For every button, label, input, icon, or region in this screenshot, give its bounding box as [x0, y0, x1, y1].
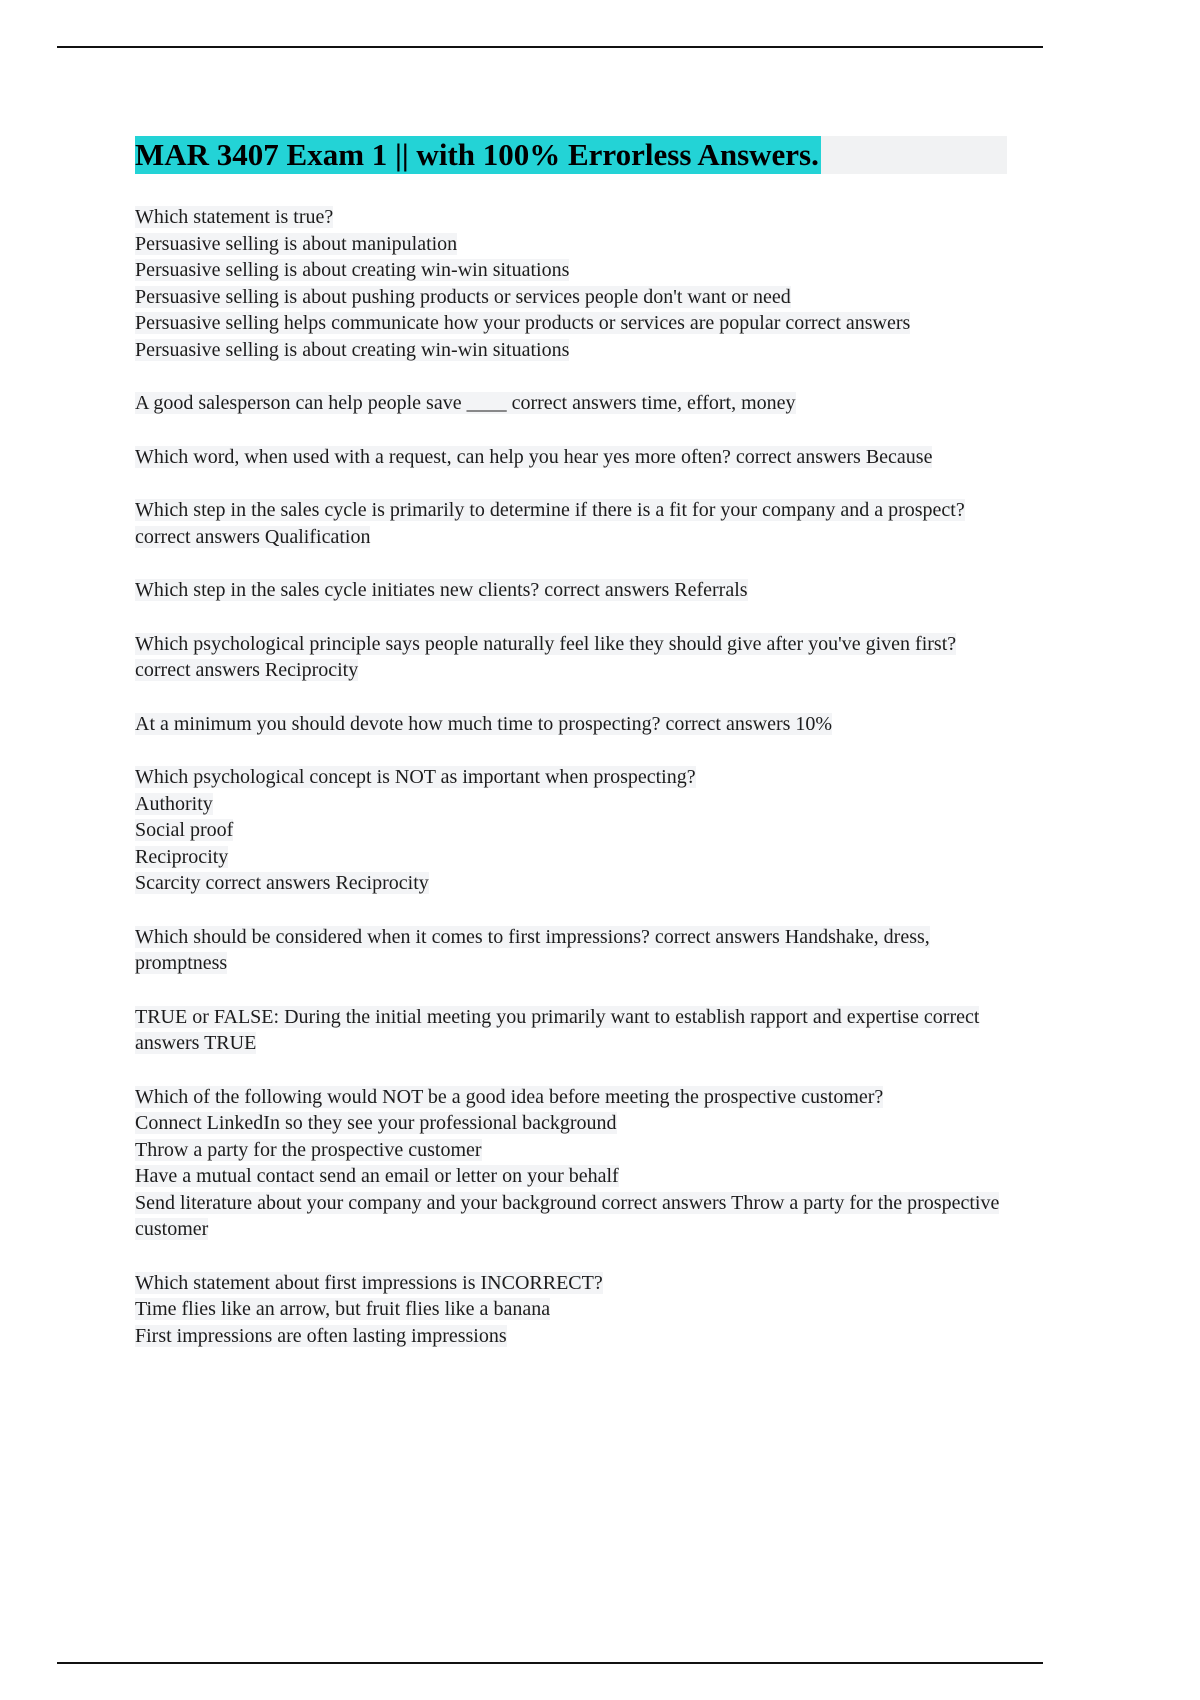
- text-line-highlight: Reciprocity: [135, 845, 229, 868]
- text-line: [135, 924, 1007, 977]
- text-line: [135, 1270, 1007, 1297]
- text-line-highlight: Which should be considered when it comes to first impressions? correct answers Handshake, dress, promptness: [135, 925, 930, 974]
- text-line-highlight: Which of the following would NOT be a good idea before meeting the prospective customer?: [135, 1085, 884, 1108]
- qa-block: [135, 1004, 1007, 1057]
- text-line: [135, 257, 1007, 284]
- page-title-highlight: MAR 3407 Exam 1 || with 100% Errorless Answers.: [135, 137, 819, 172]
- text-line-highlight: Time flies like an arrow, but fruit flies like a banana: [135, 1298, 551, 1320]
- qa-block: [135, 204, 1007, 363]
- text-line-highlight: Persuasive selling helps communicate how your products or services are popular correct answers: [135, 312, 911, 334]
- text-line-highlight: Which step in the sales cycle is primarily to determine if there is a fit for your company and a prospect? correct answers Qualification: [135, 499, 965, 548]
- text-line: [135, 844, 1007, 871]
- text-line-highlight: First impressions are often lasting impressions: [135, 1324, 507, 1347]
- qa-block: [135, 577, 1007, 604]
- text-line-highlight: Have a mutual contact send an email or letter on your behalf: [135, 1165, 619, 1187]
- qa-block: [135, 1270, 1007, 1350]
- text-line-highlight: A good salesperson can help people save ____ correct answers time, effort, money: [135, 392, 796, 414]
- qa-list: [135, 204, 1007, 1349]
- page-title: [135, 136, 1007, 174]
- text-line: [135, 870, 1007, 897]
- text-line: [135, 284, 1007, 311]
- qa-block: [135, 924, 1007, 977]
- text-line: [135, 1190, 1007, 1243]
- document-content: [135, 136, 1007, 1376]
- text-line-highlight: Send literature about your company and your background correct answers Throw a party for the prospective customer: [135, 1191, 1000, 1240]
- text-line: [135, 711, 1007, 738]
- text-line-highlight: Which word, when used with a request, can help you hear yes more often? correct answers Because: [135, 445, 933, 468]
- qa-block: [135, 631, 1007, 684]
- text-line: [135, 1004, 1007, 1057]
- text-line-highlight: Throw a party for the prospective customer: [135, 1138, 482, 1161]
- text-line-highlight: Connect LinkedIn so they see your professional background: [135, 1112, 617, 1134]
- text-line: [135, 337, 1007, 364]
- text-line-highlight: Persuasive selling is about pushing products or services people don't want or need: [135, 285, 791, 308]
- text-line: [135, 204, 1007, 231]
- text-line: [135, 577, 1007, 604]
- text-line: [135, 497, 1007, 550]
- text-line: [135, 1163, 1007, 1190]
- text-line-highlight: Persuasive selling is about creating win-win situations: [135, 259, 570, 281]
- text-line-highlight: Persuasive selling is about manipulation: [135, 232, 458, 255]
- top-rule: [57, 46, 1043, 48]
- text-line-highlight: At a minimum you should devote how much time to prospecting? correct answers 10%: [135, 712, 833, 735]
- qa-block: [135, 444, 1007, 471]
- text-line-highlight: Authority: [135, 792, 213, 815]
- text-line: [135, 1323, 1007, 1350]
- text-line: [135, 1084, 1007, 1111]
- text-line-highlight: TRUE or FALSE: During the initial meeting you primarily want to establish rapport and expertise correct answers TRUE: [135, 1005, 980, 1054]
- text-line-highlight: Which statement about first impressions is INCORRECT?: [135, 1271, 603, 1294]
- text-line-highlight: Which psychological principle says people naturally feel like they should give after you've given first? correct answers Reciprocity: [135, 632, 957, 681]
- qa-block: [135, 1084, 1007, 1243]
- text-line: [135, 390, 1007, 417]
- text-line: [135, 817, 1007, 844]
- text-line-highlight: Persuasive selling is about creating win-win situations: [135, 338, 570, 361]
- qa-block: [135, 711, 1007, 738]
- text-line: [135, 231, 1007, 258]
- text-line-highlight: Which psychological concept is NOT as important when prospecting?: [135, 766, 696, 788]
- text-line-highlight: Scarcity correct answers Reciprocity: [135, 872, 429, 894]
- text-line-highlight: Social proof: [135, 819, 234, 841]
- text-line-highlight: Which step in the sales cycle initiates new clients? correct answers Referrals: [135, 579, 748, 601]
- qa-block: [135, 497, 1007, 550]
- text-line-highlight: Which statement is true?: [135, 206, 334, 228]
- bottom-rule: [57, 1662, 1043, 1664]
- text-line: [135, 764, 1007, 791]
- text-line: [135, 1110, 1007, 1137]
- text-line: [135, 1296, 1007, 1323]
- text-line: [135, 310, 1007, 337]
- qa-block: [135, 390, 1007, 417]
- text-line: [135, 631, 1007, 684]
- qa-block: [135, 764, 1007, 897]
- text-line: [135, 791, 1007, 818]
- text-line: [135, 1137, 1007, 1164]
- text-line: [135, 444, 1007, 471]
